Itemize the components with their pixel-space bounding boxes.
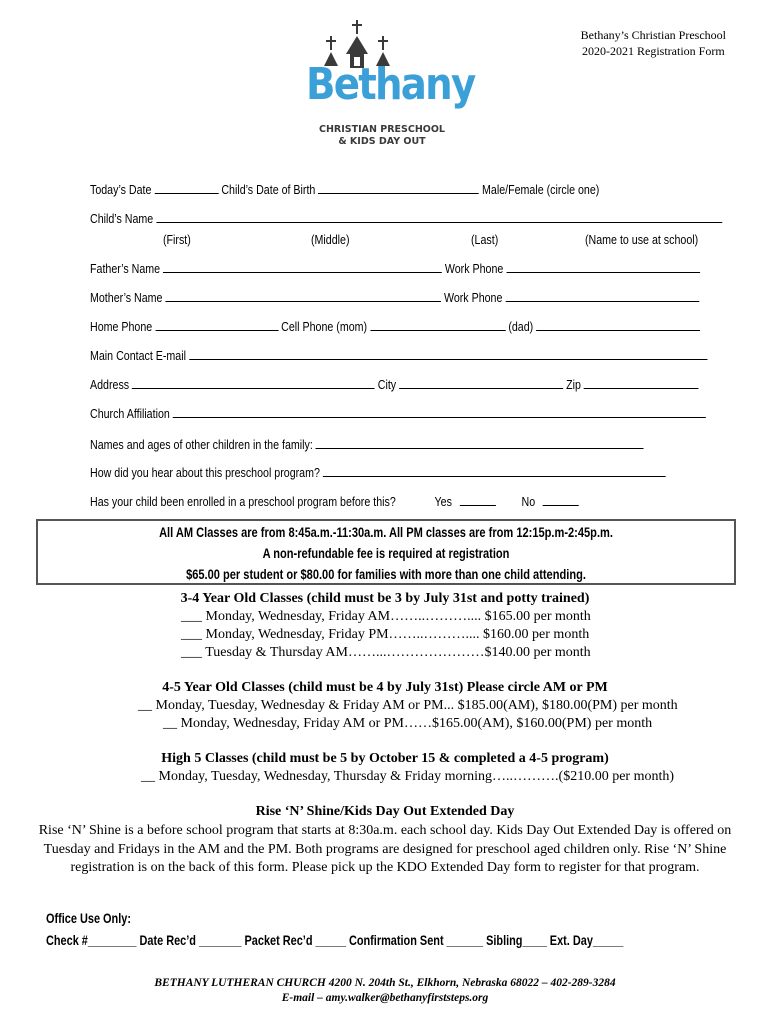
church-label: Church Affiliation [90,406,170,421]
class-times-line: All AM Classes are from 8:45a.m.-11:30a.m. All PM classes are from 12:15p.m-2:45p.m. [159,525,613,540]
city-field[interactable] [399,377,563,389]
form-row-church [90,406,706,421]
classes-34-option[interactable]: ___ Tuesday & Thursday AM……...…………………$140.00 per month [181,645,591,660]
fee-amount-line: $65.00 per student or $80.00 for families with more than one child attending. [186,567,586,582]
form-row-child-name [90,211,722,226]
yes-label: Yes [434,494,452,509]
logo-wordmark: Bethany [306,59,475,110]
name-first-label: (First) [163,232,191,247]
rise-heading: Rise ‘N’ Shine/Kids Day Out Extended Day [255,804,515,819]
no-field[interactable] [543,494,579,506]
dob-label: Child’s Date of Birth [221,182,316,197]
home-phone-label: Home Phone [90,319,153,334]
heard-label: How did you hear about this preschool program? [90,465,320,480]
father-name-label: Father’s Name [90,261,161,276]
email-field[interactable] [189,348,707,360]
class-times-box [36,519,736,585]
cell-dad-field[interactable] [536,319,700,331]
cell-mom-label: Cell Phone (mom) [281,319,368,334]
high5-heading: High 5 Classes (child must be 5 by October 15 & completed a 4-5 program) [161,751,609,766]
zip-field[interactable] [584,377,699,389]
classes-34-option[interactable]: ___ Monday, Wednesday, Friday PM……..……….... $160.00 per month [181,627,590,642]
form-row-dates [90,182,599,197]
form-row-father [90,261,700,276]
mother-work-phone-field[interactable] [505,290,699,302]
home-phone-field[interactable] [155,319,278,331]
mother-name-label: Mother’s Name [90,290,163,305]
school-name: Bethany’s Christian Preschool [580,28,726,42]
siblings-field[interactable] [316,437,644,449]
form-row-phones [90,319,700,334]
father-name-field[interactable] [163,261,442,273]
enrolled-label: Has your child been enrolled in a preschool program before this? [90,494,396,509]
mother-work-phone-label: Work Phone [443,290,503,305]
gender-label[interactable]: Male/Female (circle one) [482,182,600,197]
siblings-label: Names and ages of other children in the family: [90,437,313,452]
no-label: No [521,494,536,509]
email-label: Main Contact E-mail [90,348,186,363]
form-row-heard [90,465,666,480]
footer-address: BETHANY LUTHERAN CHURCH 4200 N. 204th St., Elkhorn, Nebraska 68022 – 402-289-3284 [154,977,616,989]
child-name-label: Child’s Name [90,211,154,226]
mother-name-field[interactable] [165,290,441,302]
cell-mom-field[interactable] [370,319,505,331]
high5-option[interactable]: __ Monday, Tuesday, Wednesday, Thursday & Friday morning…..……….($210.00 per month) [141,769,675,784]
cell-dad-label: (dad) [508,319,534,334]
rise-description: Rise ‘N’ Shine is a before school program that starts at 8:30a.m. each school day. Kids Day Out Extended Day is offered on Tuesday and Fridays in the AM and the PM. Both programs are designed for preschool aged children only. Rise ‘N’ Shine registration is on the back of this form. Please pick up the KDO Extended Day form to register for that program. [38,823,732,875]
fee-notice-line: A non-refundable fee is required at registration [262,546,510,561]
todays-date-field[interactable] [154,182,218,194]
form-title: 2020-2021 Registration Form [582,44,725,58]
logo-subtitle-2: & KIDS DAY OUT [338,136,426,147]
classes-45-option[interactable]: __ Monday, Tuesday, Wednesday & Friday AM or PM... $185.00(AM), $180.00(PM) per month [138,698,678,713]
dob-field[interactable] [318,182,479,194]
classes-34-option[interactable]: ___ Monday, Wednesday, Friday AM……..……….... $165.00 per month [181,609,591,624]
yes-field[interactable] [460,494,496,506]
office-use-title: Office Use Only: [46,910,131,926]
todays-date-label: Today’s Date [90,182,152,197]
classes-45-heading: 4-5 Year Old Classes (child must be 4 by July 31st) Please circle AM or PM [162,680,608,695]
name-school-label: (Name to use at school) [585,232,699,247]
logo-subtitle-1: CHRISTIAN PRESCHOOL [319,124,445,135]
classes-34-heading: 3-4 Year Old Classes (child must be 3 by July 31st and potty trained) [180,591,590,606]
zip-label: Zip [566,377,581,392]
child-name-field[interactable] [156,211,722,223]
form-row-enrolled [90,494,579,509]
bethany-logo [296,14,486,154]
office-use-line: Check #________ Date Rec’d _______ Packet Rec’d _____ Confirmation Sent ______ Sibling____ Ext. Day_____ [46,932,624,948]
name-middle-label: (Middle) [311,232,350,247]
church-field[interactable] [173,406,706,418]
father-work-phone-field[interactable] [506,261,700,273]
name-last-label: (Last) [471,232,499,247]
address-field[interactable] [132,377,375,389]
classes-45-option[interactable]: __ Monday, Wednesday, Friday AM or PM……$165.00(AM), $160.00(PM) per month [163,716,653,731]
city-label: City [377,377,397,392]
heard-field[interactable] [323,465,666,477]
address-label: Address [90,377,130,392]
form-row-address [90,377,699,392]
form-row-siblings [90,437,644,452]
form-row-email [90,348,707,363]
footer-email: E-mail – amy.walker@bethanyfirststeps.org [281,992,489,1004]
father-work-phone-label: Work Phone [444,261,504,276]
form-header [581,27,726,59]
form-row-mother [90,290,699,305]
